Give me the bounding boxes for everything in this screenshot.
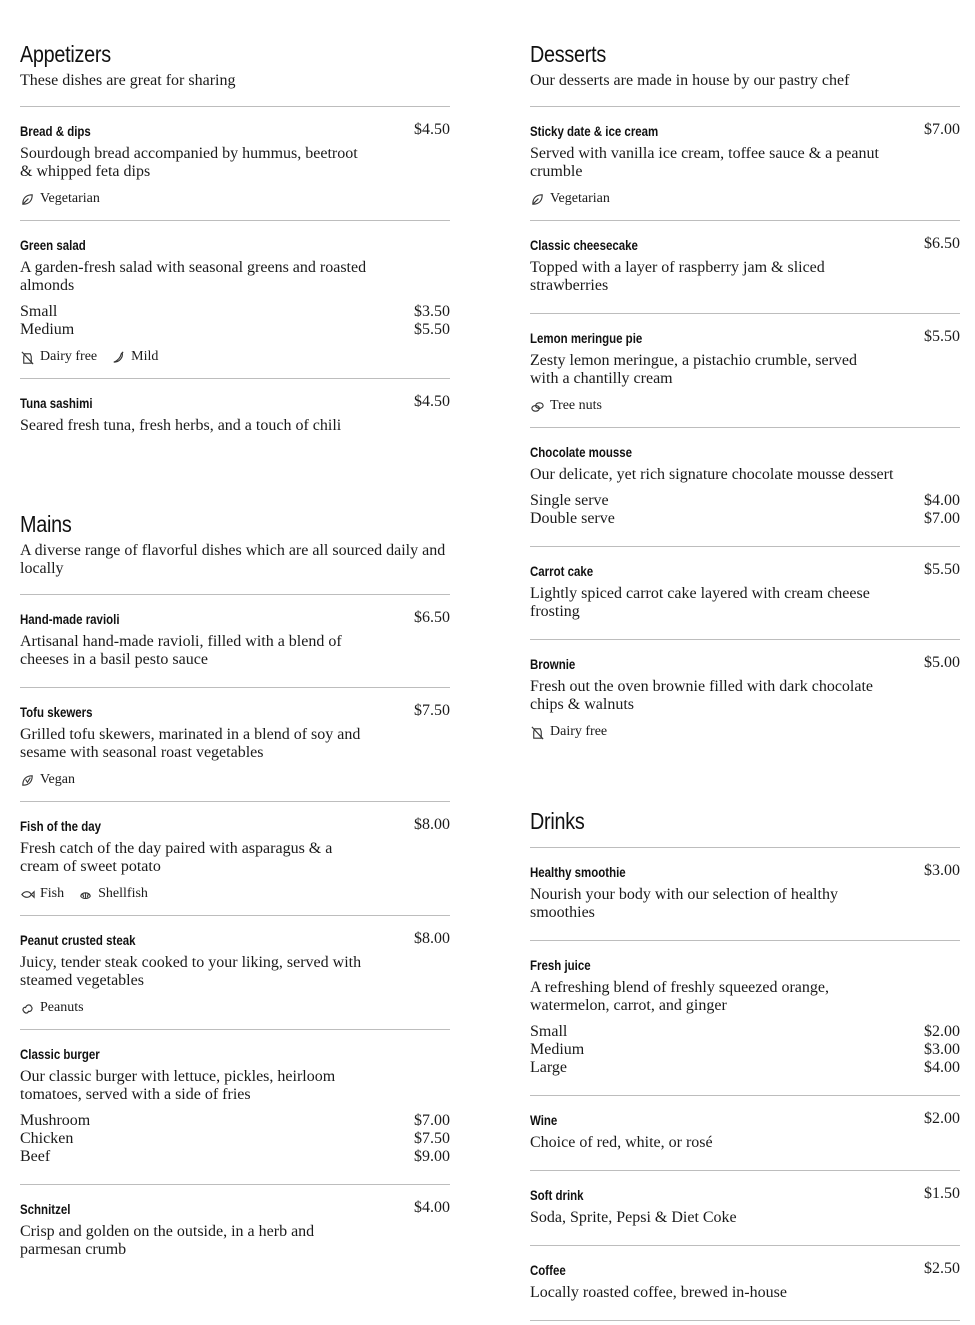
- dietary-tag: [111, 348, 158, 366]
- dietary-tag: [20, 771, 75, 789]
- dietary-tags: [20, 885, 450, 903]
- item-name: Bread & dips: [20, 123, 91, 139]
- variant-price: $3.00: [924, 1041, 960, 1058]
- dietary-tags: [20, 348, 450, 366]
- item-price: $5.50: [924, 561, 960, 578]
- tag-label: Mild: [131, 349, 159, 364]
- variant-label: Double serve: [530, 510, 615, 527]
- chili-icon: [111, 350, 126, 365]
- appetizers-item-list: [20, 106, 450, 453]
- variant-label: Beef: [20, 1148, 51, 1165]
- item-price: $4.50: [414, 121, 450, 138]
- variant-label: Medium: [20, 321, 75, 338]
- shellfish-icon: [78, 887, 93, 902]
- variant-price: $9.00: [414, 1148, 450, 1165]
- item-description: A refreshing blend of freshly squeezed orange, watermelon, carrot, and ginger: [530, 979, 829, 1014]
- item-price: $7.50: [414, 702, 450, 719]
- item-name: Classic burger: [20, 1046, 100, 1062]
- variant-price: $2.00: [924, 1023, 960, 1040]
- item-description: Locally roasted coffee, brewed in-house: [530, 1284, 787, 1301]
- item-price: $4.50: [414, 393, 450, 410]
- drinks-end-divider: [530, 1320, 960, 1321]
- item-description: Choice of red, white, or rosé: [530, 1134, 713, 1151]
- appetizers-title: Appetizers: [20, 41, 111, 67]
- tag-label: Vegetarian: [40, 191, 100, 206]
- item-variants: [530, 492, 960, 528]
- variant-label: Medium: [530, 1041, 585, 1058]
- variant-row: [530, 510, 960, 528]
- tag-label: Vegan: [40, 772, 75, 787]
- item-description: Grilled tofu skewers, marinated in a blend of soy and sesame with seasonal roast vegetables: [20, 726, 361, 761]
- dietary-tags: [20, 771, 450, 789]
- item-name: Tofu skewers: [20, 704, 93, 720]
- variant-price: $4.00: [924, 1059, 960, 1076]
- dietary-tags: [20, 190, 450, 208]
- item-price: $6.50: [414, 609, 450, 626]
- item-description: Served with vanilla ice cream, toffee sauce & a peanut crumble: [530, 145, 879, 180]
- tag-label: Peanuts: [40, 1000, 84, 1015]
- variant-row: [20, 1148, 450, 1166]
- menu-item: [20, 378, 450, 453]
- menu-item: [530, 847, 960, 940]
- dietary-tag: [530, 723, 607, 741]
- menu-item: [20, 801, 450, 915]
- item-description: Crisp and golden on the outside, in a herb and parmesan crumb: [20, 1223, 315, 1258]
- drinks-item-list: [530, 847, 960, 1321]
- item-variants: [20, 1112, 450, 1166]
- variant-price: $7.00: [414, 1112, 450, 1129]
- variant-label: Chicken: [20, 1130, 74, 1147]
- variant-label: Single serve: [530, 492, 609, 509]
- item-price: $3.00: [924, 862, 960, 879]
- tag-label: Dairy free: [550, 724, 608, 739]
- appetizers-section: [20, 40, 450, 453]
- appetizers-description: These dishes are great for sharing: [20, 72, 236, 89]
- variant-label: Small: [530, 1023, 568, 1040]
- item-description: Fresh catch of the day paired with asparagus & a cream of sweet potato: [20, 840, 333, 875]
- dietary-tag: [20, 190, 100, 208]
- mains-section: [20, 510, 450, 1277]
- menu-item: [530, 940, 960, 1095]
- mains-title: Mains: [20, 511, 72, 537]
- dietary-tags: [530, 397, 960, 415]
- menu-item: [20, 915, 450, 1029]
- item-name: Carrot cake: [530, 563, 594, 579]
- variant-row: [20, 1130, 450, 1148]
- variant-price: $3.50: [414, 303, 450, 320]
- variant-row: [20, 321, 450, 339]
- tree-nuts-icon: [530, 399, 545, 414]
- menu-item: [530, 639, 960, 753]
- menu-item: [530, 220, 960, 313]
- item-description: Soda, Sprite, Pepsi & Diet Coke: [530, 1209, 737, 1226]
- item-name: Sticky date & ice cream: [530, 123, 659, 139]
- item-price: $6.50: [924, 235, 960, 252]
- variant-label: Large: [530, 1059, 568, 1076]
- item-price: $4.00: [414, 1199, 450, 1216]
- variant-price: $7.50: [414, 1130, 450, 1147]
- item-description: Juicy, tender steak cooked to your liking, served with steamed vegetables: [20, 954, 362, 989]
- item-price: $7.00: [924, 121, 960, 138]
- menu-item: [20, 594, 450, 687]
- variant-label: Mushroom: [20, 1112, 91, 1129]
- desserts-item-list: [530, 106, 960, 753]
- item-name: Coffee: [530, 1262, 566, 1278]
- item-description: Our delicate, yet rich signature chocolate mousse dessert: [530, 466, 894, 483]
- mains-description: A diverse range of flavorful dishes which are all sourced daily and locally: [20, 542, 446, 577]
- menu-item: [530, 106, 960, 220]
- item-price: $1.50: [924, 1185, 960, 1202]
- variant-row: [20, 303, 450, 321]
- desserts-title: Desserts: [530, 41, 606, 67]
- menu-item: [530, 1095, 960, 1170]
- variant-label: Small: [20, 303, 58, 320]
- item-description: Lightly spiced carrot cake layered with cream cheese frosting: [530, 585, 870, 620]
- item-variants: [530, 1023, 960, 1077]
- desserts-section: [530, 40, 960, 753]
- dietary-tag: [20, 348, 97, 366]
- item-description: Topped with a layer of raspberry jam & sliced strawberries: [530, 259, 825, 294]
- menu-item: [530, 1245, 960, 1320]
- variant-row: [530, 492, 960, 510]
- item-name: Peanut crusted steak: [20, 932, 136, 948]
- dietary-tag: [20, 999, 84, 1017]
- item-price: $5.50: [924, 328, 960, 345]
- item-price: $2.00: [924, 1110, 960, 1127]
- item-price: $5.00: [924, 654, 960, 671]
- variant-row: [530, 1041, 960, 1059]
- dietary-tags: [530, 190, 960, 208]
- item-description: Artisanal hand-made ravioli, filled with a blend of cheeses in a basil pesto sauce: [20, 633, 342, 668]
- dietary-tags: [20, 999, 450, 1017]
- dietary-tag: [20, 885, 64, 903]
- variant-row: [20, 1112, 450, 1130]
- menu-item: [530, 546, 960, 639]
- dietary-tag: [530, 190, 610, 208]
- item-name: Tuna sashimi: [20, 395, 93, 411]
- tag-label: Vegetarian: [550, 191, 610, 206]
- item-name: Lemon meringue pie: [530, 330, 643, 346]
- variant-price: $5.50: [414, 321, 450, 338]
- menu-item: [20, 1184, 450, 1277]
- menu-item: [20, 1029, 450, 1184]
- vegan-icon: [20, 773, 35, 788]
- variant-price: $7.00: [924, 510, 960, 527]
- menu-item: [530, 1170, 960, 1245]
- tag-label: Fish: [40, 886, 65, 901]
- menu-item: [20, 687, 450, 801]
- item-name: Soft drink: [530, 1187, 584, 1203]
- item-name: Brownie: [530, 656, 576, 672]
- item-name: Green salad: [20, 237, 86, 253]
- menu-item: [20, 106, 450, 220]
- menu-item: [20, 220, 450, 378]
- desserts-description: Our desserts are made in house by our pastry chef: [530, 72, 850, 89]
- dairy-free-icon: [20, 350, 35, 365]
- item-description: Sourdough bread accompanied by hummus, beetroot & whipped feta dips: [20, 145, 358, 180]
- item-price: $8.00: [414, 930, 450, 947]
- item-description: A garden-fresh salad with seasonal greens and roasted almonds: [20, 259, 367, 294]
- menu-item: [530, 427, 960, 546]
- variant-row: [530, 1059, 960, 1077]
- dietary-tag: [530, 397, 602, 415]
- dietary-tag: [78, 885, 148, 903]
- item-name: Fresh juice: [530, 957, 591, 973]
- item-description: Our classic burger with lettuce, pickles, heirloom tomatoes, served with a side of fries: [20, 1068, 336, 1103]
- item-name: Schnitzel: [20, 1201, 71, 1217]
- item-price: $2.50: [924, 1260, 960, 1277]
- item-description: Fresh out the oven brownie filled with dark chocolate chips & walnuts: [530, 678, 874, 713]
- dairy-free-icon: [530, 725, 545, 740]
- item-description: Seared fresh tuna, fresh herbs, and a touch of chili: [20, 417, 342, 434]
- drinks-title: Drinks: [530, 808, 585, 834]
- item-price: $8.00: [414, 816, 450, 833]
- tag-label: Shellfish: [98, 886, 148, 901]
- item-name: Healthy smoothie: [530, 864, 626, 880]
- item-name: Wine: [530, 1112, 558, 1128]
- drinks-section: [530, 807, 960, 1321]
- item-name: Chocolate mousse: [530, 444, 633, 460]
- peanut-icon: [20, 1001, 35, 1016]
- tag-label: Dairy free: [40, 349, 98, 364]
- mains-item-list: [20, 594, 450, 1277]
- item-description: Zesty lemon meringue, a pistachio crumble, served with a chantilly cream: [530, 352, 858, 387]
- tag-label: Tree nuts: [550, 398, 602, 413]
- leaf-icon: [530, 192, 545, 207]
- item-variants: [20, 303, 450, 339]
- fish-icon: [20, 887, 35, 902]
- item-name: Fish of the day: [20, 818, 102, 834]
- item-name: Classic cheesecake: [530, 237, 638, 253]
- leaf-icon: [20, 192, 35, 207]
- variant-price: $4.00: [924, 492, 960, 509]
- item-description: Nourish your body with our selection of healthy smoothies: [530, 886, 838, 921]
- variant-row: [530, 1023, 960, 1041]
- item-name: Hand-made ravioli: [20, 611, 120, 627]
- menu-item: [530, 313, 960, 427]
- dietary-tags: [530, 723, 960, 741]
